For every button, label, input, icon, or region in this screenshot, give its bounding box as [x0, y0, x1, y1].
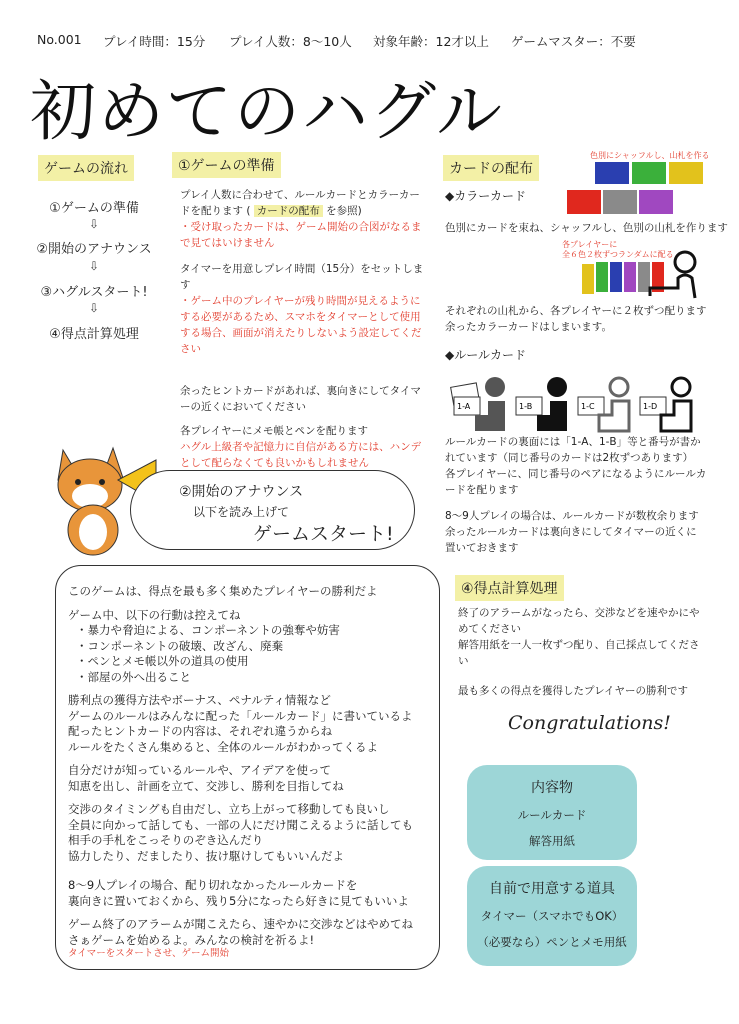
game-master: ゲームマスター：不要	[511, 34, 636, 49]
svg-text:1-A: 1-A	[457, 402, 471, 411]
contents-box	[467, 765, 637, 860]
svg-text:1-C: 1-C	[581, 402, 595, 411]
rule-card-heading: ◆ルールカード	[445, 348, 526, 362]
arrow-down-icon: ⇩	[88, 259, 100, 273]
score-heading: ④得点計算処理	[455, 575, 564, 601]
deck-caption: 色別にシャッフルし、山札を作る	[590, 151, 710, 160]
script-bullet: ・部屋の外へ出ること	[76, 669, 191, 684]
announce-heading: ②開始のアナウンス	[179, 484, 304, 500]
rule-card-illustration	[450, 375, 700, 433]
announcement-script-bubble: このゲームは、得点を最も多く集めたプレイヤーの勝利だよ ゲーム中、以下の行動は控えてね ・暴力や脅迫による、コンポーネントの強奪や妨害 ・コンポーネントの破壊、改ざん、廃棄 ・ペンとメモ帳以外の道具の使用 ・部屋の外へ出ること 勝利点の獲得方法やボーナス、ペナルティ情報など ゲームのルールはみんなに配った「ルールカード」に書いているよ 配ったヒントカードの内容は、それぞれ違うからね ルールをたくさん集めると、全体のルールがわかってくるよ 自分だけが知っているルールや、アイデアを使って 知恵を出し、計画を立て、交渉し、勝利を目指してね 交渉のタイミングも自由だし、立ち上がって移動しても良いし 全員に向かって話しても、一部の人にだけ聞こえるように話しても 相手の手札をこっそりのぞき込んだり 協力したり、だましたり、抜け駆けしてもいいんだよ 8〜9人プレイの場合、配り切れなかったルールカードを 裏向きに置いておくから、残り5分になったら好きに見てもいいよ ゲーム終了のアラームが聞こえたら、速やかに交渉などはやめてね さぁゲームを始めるよ。みんなの検討を祈るよ! タイマーをスタートさせ、ゲーム開始	[55, 565, 440, 970]
game-start-text: ゲームスタート!	[253, 523, 394, 545]
deal-caption: 各プレイヤーに 全６色２枚ずつランダムに配る	[562, 240, 674, 259]
svg-text:1-D: 1-D	[643, 402, 658, 411]
prep-heading: ①ゲームの準備	[172, 152, 281, 178]
svg-text:1-B: 1-B	[519, 402, 533, 411]
contents-item: ルールカード	[517, 808, 587, 822]
player-count: プレイ人数：8〜10人	[229, 34, 352, 49]
prep-warning: ・ゲーム中のプレイヤーが残り時間が見えるようにする必要があるため、スマホをタイマーとして使用する場合、画面が消えたりしないよう設定してください	[180, 295, 422, 355]
dealing-illustration	[580, 248, 705, 300]
prep-p1: プレイ人数に合わせて、ルールカードとカラーカードを配ります (	[180, 189, 420, 217]
deck-red	[567, 190, 601, 214]
script-line: ゲーム中、以下の行動は控えてね	[68, 607, 241, 622]
tools-item: （必要なら）ペンとメモ用紙	[477, 935, 627, 949]
deck-green	[632, 162, 666, 184]
flow-step: ②開始のアナウンス	[36, 242, 152, 257]
start-timer-instruction: タイマーをスタートさせ、ゲーム開始	[68, 948, 230, 959]
deck-purple	[639, 190, 673, 214]
page-title: 初めてのハグル	[30, 73, 505, 150]
deck-gray	[603, 190, 637, 214]
arrow-down-icon: ⇩	[88, 217, 100, 231]
play-time: プレイ時間：15分	[103, 34, 206, 49]
flow-heading: ゲームの流れ	[38, 155, 134, 181]
contents-heading: 内容物	[531, 780, 573, 796]
script-bullet: ・ペンとメモ帳以外の道具の使用	[76, 654, 249, 668]
congratulations-text: Congratulations!	[508, 712, 671, 734]
target-age: 対象年齢：12才以上	[373, 34, 489, 49]
script-bullet: ・コンポーネントの破壊、改ざん、廃棄	[76, 638, 284, 653]
prep-warning: ハグル上級者や記憶力に自信がある方には、ハンデとして配らなくても良いかもしれません	[180, 441, 422, 469]
rule-card-text: ルールカードの裏面には「1-A、1-B」等と番号が書かれています（同じ番号のカードは2枚ずつあります） 各プレイヤーに、同じ番号のペアになるようにルールカードを配ります 8〜9人プレイの場合は、ルールカードが数枚余ります 余ったルールカードは裏向きにしてタイマーの近くに置いておきます	[445, 436, 707, 554]
deck-blue	[595, 162, 629, 184]
prep-p4: 各プレイヤーにメモ帳とペンを配ります	[180, 425, 369, 437]
tools-heading: 自前で用意する道具	[489, 881, 615, 897]
color-card-text2: それぞれの山札から、各プレイヤーに２枚ずつ配ります 余ったカラーカードはしまいます。	[445, 305, 707, 333]
prep-text	[180, 187, 425, 471]
prep-p3: 余ったヒントカードがあれば、裏向きにしてタイマーの近くにおいてください	[180, 385, 421, 413]
tools-box	[467, 866, 637, 966]
flow-step: ③ハグルスタート!	[40, 285, 148, 300]
dist-heading: カードの配布	[443, 155, 539, 181]
game-number: No.001	[37, 32, 82, 47]
score-text: 終了のアラームがなったら、交渉などを速やかにやめてください 解答用紙を一人一枚ずつ配り、自己採点してください 最も多くの得点を獲得したプレイヤーの勝利です	[458, 607, 700, 697]
script-line: このゲームは、得点を最も多く集めたプレイヤーの勝利だよ	[68, 584, 378, 598]
tools-item: タイマー（スマホでもOK）	[480, 909, 624, 923]
dist-ref-tag: カードの配布	[254, 205, 323, 217]
announce-bubble	[130, 470, 415, 550]
contents-item: 解答用紙	[529, 834, 575, 848]
flow-step: ④得点計算処理	[49, 327, 139, 342]
prep-p1b: を参照)	[326, 205, 362, 217]
prep-warning: ・受け取ったカードは、ゲーム開始の合図がなるまで見てはいけません	[180, 221, 422, 249]
color-card-heading: ◆カラーカード	[445, 189, 526, 203]
deck-yellow	[669, 162, 703, 184]
arrow-down-icon: ⇩	[88, 301, 100, 315]
flow-step: ①ゲームの準備	[49, 201, 139, 216]
color-card-text: 色別にカードを束ね、シャッフルし、色別の山札を作ります	[445, 222, 728, 234]
script-bullet: ・暴力や脅迫による、コンポーネントの強奪や妨害	[76, 623, 340, 637]
card-decks-illustration	[565, 160, 705, 220]
announce-sub: 以下を読み上げて	[193, 505, 290, 519]
prep-p2: タイマーを用意しプレイ時間（15分）をセットします	[180, 263, 424, 291]
